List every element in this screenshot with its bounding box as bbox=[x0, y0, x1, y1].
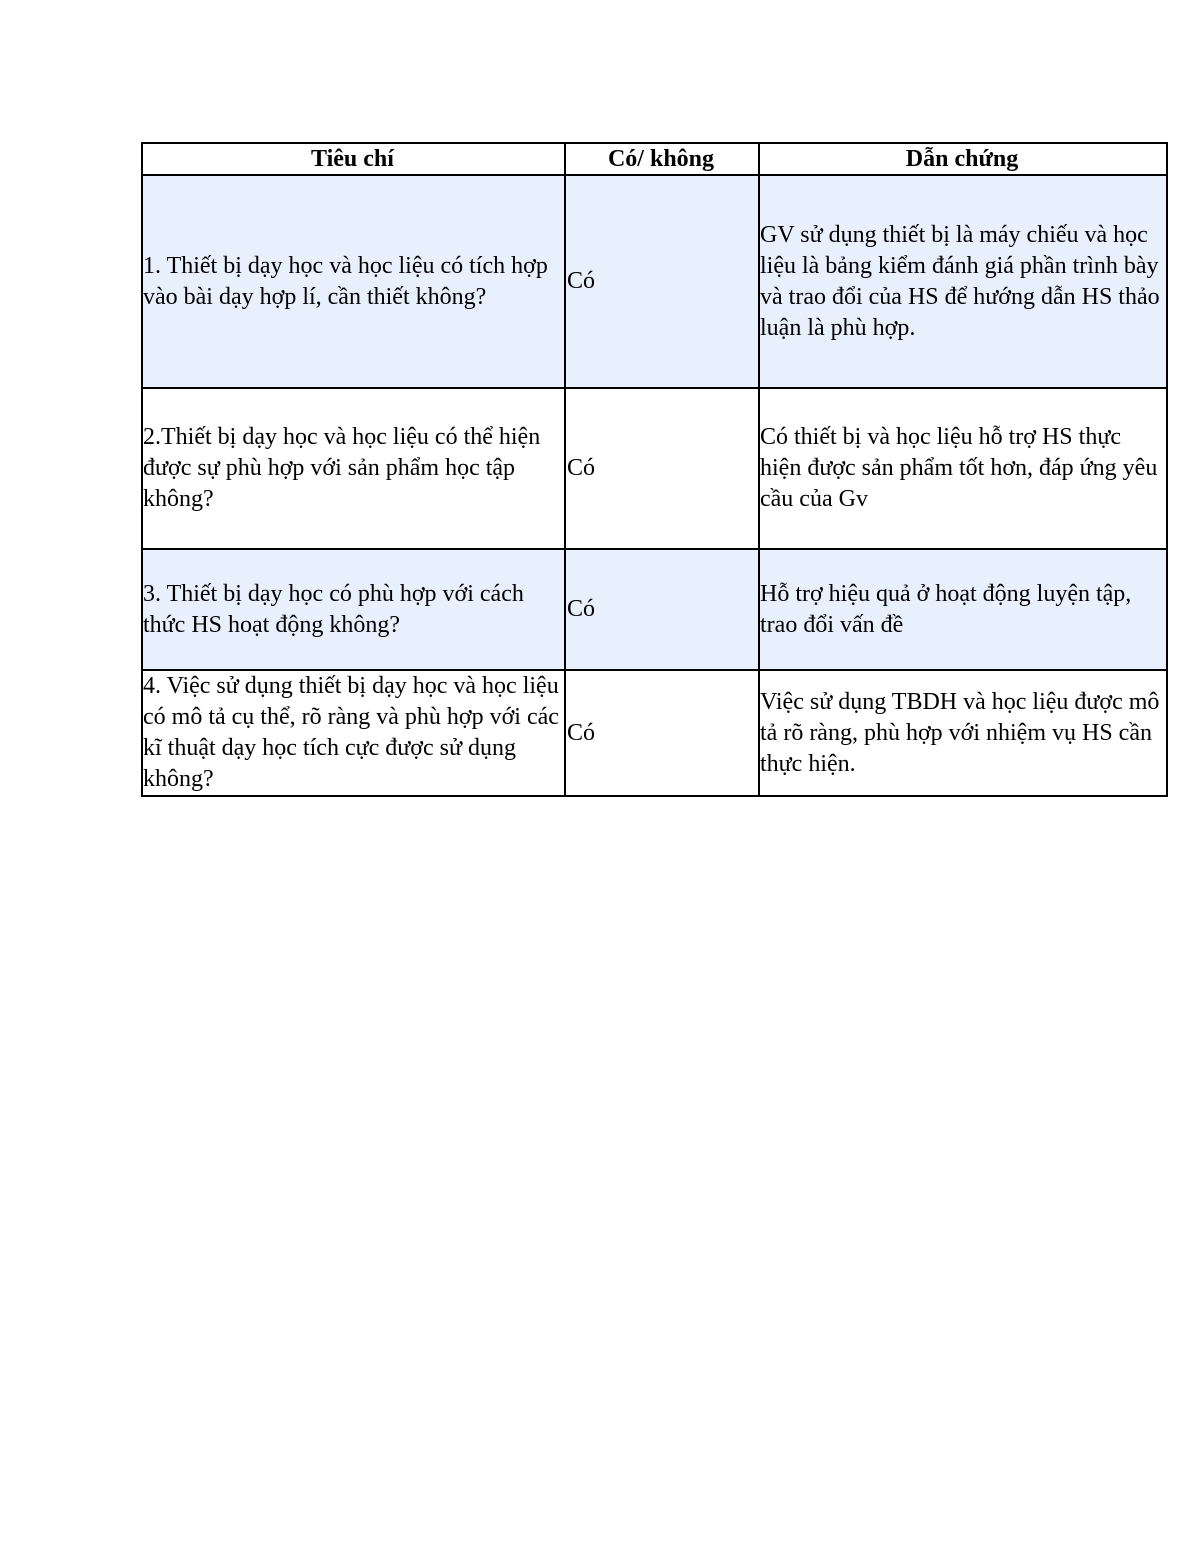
evidence-cell: Hỗ trợ hiệu quả ở hoạt động luyện tập, trao đổi vấn đề bbox=[759, 549, 1167, 670]
evidence-cell: GV sử dụng thiết bị là máy chiếu và học liệu là bảng kiểm đánh giá phần trình bày và trao đổi của HS để hướng dẫn HS thảo luận là phù hợp. bbox=[759, 175, 1167, 388]
table-row bbox=[142, 175, 1167, 388]
evaluation-table bbox=[141, 142, 1168, 797]
evidence-cell: Có thiết bị và học liệu hỗ trợ HS thực hiện được sản phẩm tốt hơn, đáp ứng yêu cầu của Gv bbox=[759, 388, 1167, 549]
answer-cell: Có bbox=[565, 388, 759, 549]
header-criterion: Tiêu chí bbox=[142, 143, 565, 175]
criterion-cell: 1. Thiết bị dạy học và học liệu có tích hợp vào bài dạy hợp lí, cần thiết không? bbox=[142, 175, 565, 388]
criterion-cell: 4. Việc sử dụng thiết bị dạy học và học liệu có mô tả cụ thể, rõ ràng và phù hợp với các kĩ thuật dạy học tích cực được sử dụng không? bbox=[142, 670, 565, 796]
answer-cell: Có bbox=[565, 549, 759, 670]
answer-cell: Có bbox=[565, 670, 759, 796]
criterion-cell: 2.Thiết bị dạy học và học liệu có thể hiện được sự phù hợp với sản phẩm học tập không? bbox=[142, 388, 565, 549]
evidence-cell: Việc sử dụng TBDH và học liệu được mô tả rõ ràng, phù hợp với nhiệm vụ HS cần thực hiện. bbox=[759, 670, 1167, 796]
answer-cell: Có bbox=[565, 175, 759, 388]
header-evidence: Dẫn chứng bbox=[759, 143, 1167, 175]
header-yes-no: Có/ không bbox=[565, 143, 759, 175]
criterion-cell: 3. Thiết bị dạy học có phù hợp với cách thức HS hoạt động không? bbox=[142, 549, 565, 670]
table-header-row bbox=[142, 143, 1167, 175]
table-row bbox=[142, 388, 1167, 549]
table-row bbox=[142, 670, 1167, 796]
table-row bbox=[142, 549, 1167, 670]
